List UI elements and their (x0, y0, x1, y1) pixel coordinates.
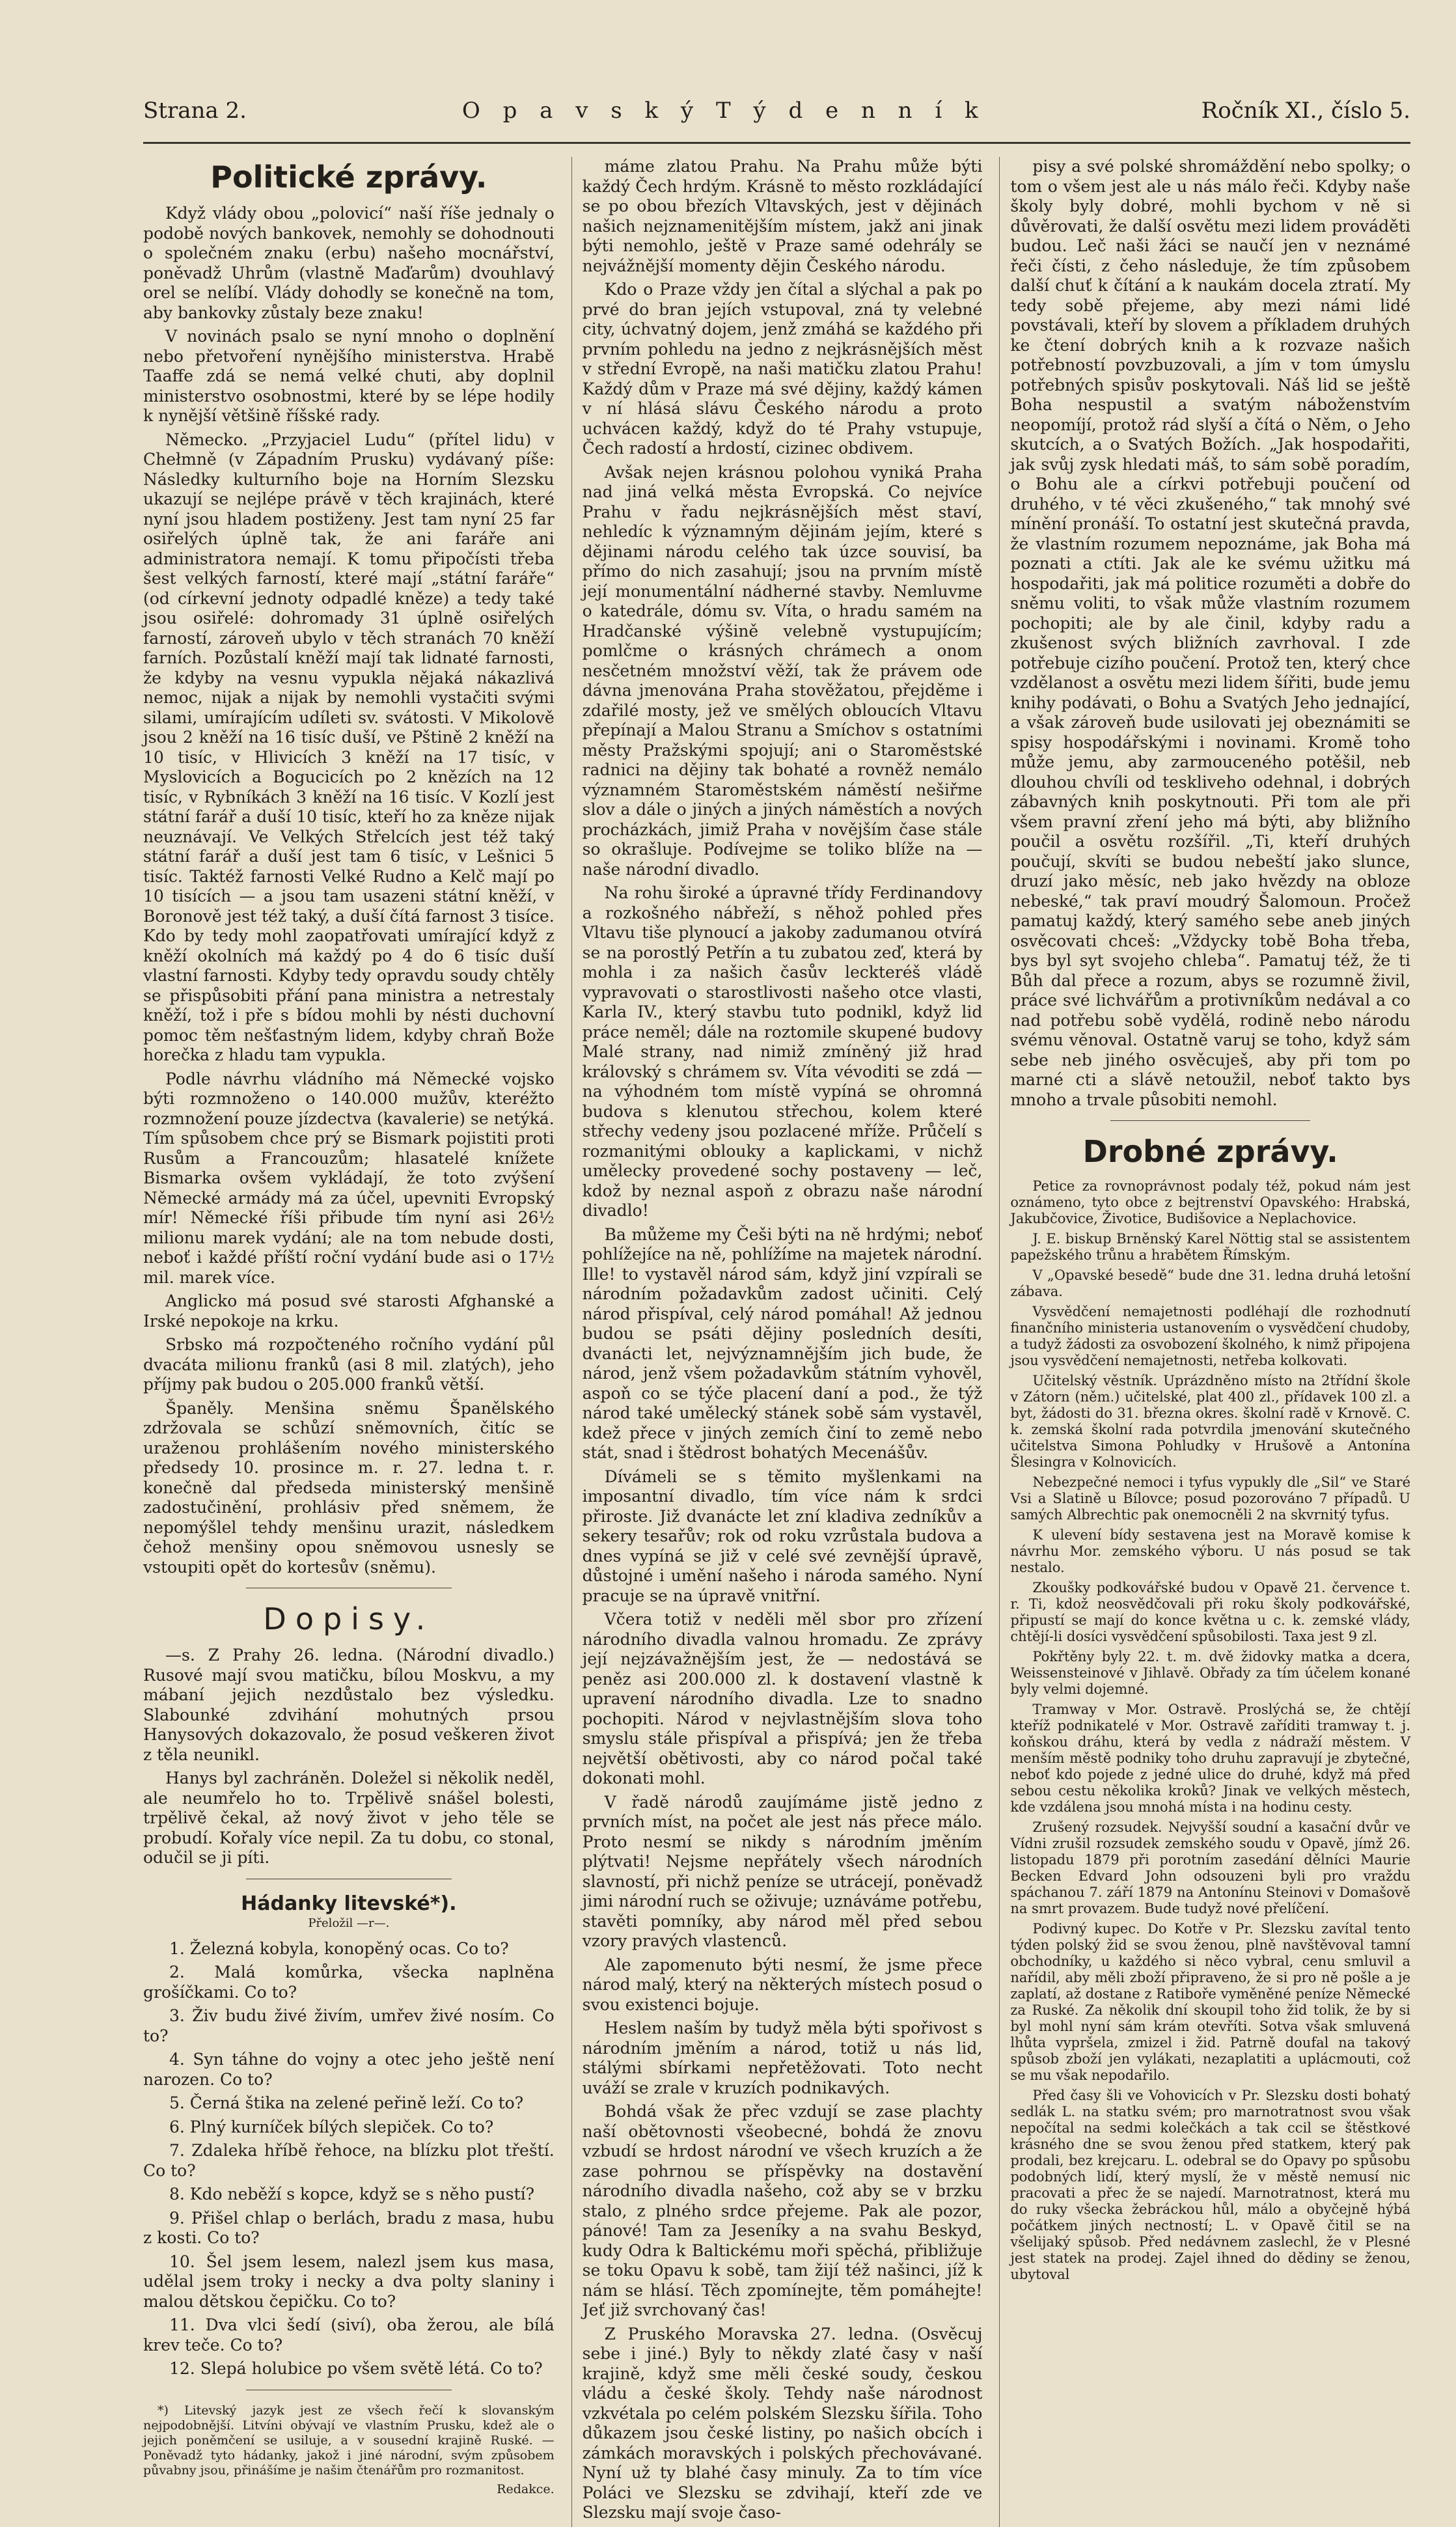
riddle: 12. Slepá holubice po všem světě létá. Co to? (169, 2359, 543, 2378)
columns (143, 157, 1410, 2522)
article-paragraph: Včera totiž v neděli měl sbor pro zřízení národního divadla valnou hromadu. Ze zprávy její nejzávažnějším jest, že — nedostává se peněz asi 200.000 zl. k dostavení vlastně k upravení národního divadla. Lze to snadno pochopiti. Národ v nejvlastnějším slova toho smyslu stále přispíval a přispívá; jen že třeba největší obětivosti, aby co národ počal také dokonati mohl. (582, 1610, 983, 1788)
divider (1110, 1120, 1310, 1121)
translator-credit: Přeložil —r—. (308, 1916, 390, 1930)
news-list (1010, 1178, 1410, 2283)
article-paragraph: Avšak nejen krásnou polohou vyniká Praha nad jiná velká města Evropská. Co nejvíce Prahu v řadu nejkrásnějších měst staví, nehledíc k významným dějinám jejím, které s dějinami národu celého tak úzce souvisí, ba přímo do nich zasahují; jsou na prvním místě její monumentální nádherné stavby. Nemluvme o katedrále, dómu sv. Víta, o hradu samém na Hradčanské výšině velebně vystupujícím; pomlčme o krásných chrámech a onom nesčetném množství věží, tak že právem ode dávna jmenována Praha stověžatou, přejděme i zdařilé mosty, jež ve smělých obloucích Vltavu přepínají a Malou Stranu a Smíchov s ostatními městy Pražskými spojují; ani o Staroměstské radnici na dějiny tak bohaté a rovněž nemálo významném Staroměstském náměstí nešiřme slov a dále o jiných a jiných náměstích a nových procházkách, jimiž Praha v novějším čase stále so okrašluje. Podívejme se toliko blíže na — naše národní divadlo. (582, 462, 983, 879)
riddle: 7. Zdaleka hříbě řehoce, na blízku plot třeští. Co to? (143, 2141, 555, 2180)
news-item: Nebezpečné nemoci i tyfus vypukly dle „Sil“ ve Staré Vsi a Slatině u Bílovce; posud pozorováno 7 případů. U samých Albrechtic pak onemocněli 2 na skvrnitý tyfus. (1010, 1474, 1410, 1523)
politics-paragraph: Podle návrhu vládního má Německé vojsko býti rozmnoženo o 140.000 mužův, kteréžto rozmnožení pouze jízdectva (kavalerie) se netýká. Tím spůsobem chce prý se Bismark pojistiti proti Rusům a Francouzům; hlasatelé knížete Bismarka ovšem vykládají, že toto zvýšení Německé armády má za účel, upevniti Evropský mír! Německé říši přibude tím nyní asi 26½ milionu marek vydání; ale na tom nebude dosti, neboť i každé příští roční vydání bude asi o 17½ mil. marek více. (143, 1069, 555, 1287)
news-item: Petice za rovnoprávnost podaly též, pokud nám jest oznámeno, tyto obce z bejtrenství Opavského: Hrabská, Jakubčovice, Životice, Budišovice a Neplachovice. (1010, 1178, 1410, 1226)
page-header (143, 98, 1410, 137)
column-left (143, 157, 555, 2527)
article-paragraph: Heslem naším by tudyž měla býti spořivost s národním jměním a národ, totiž u nás lid, stálými sbírkami nepřetěžovati. Toto necht uváží se zrale v kruzích podnikavých. (582, 2019, 983, 2097)
news-item: V „Opavské besedě“ bude dne 31. ledna druhá letošní zábava. (1010, 1267, 1410, 1299)
politics-paragraph: Anglicko má posud své starosti Afghanské a Irské nepokoje na krku. (143, 1291, 555, 1331)
politics-paragraph: Španěly. Menšina sněmu Španělského zdržovala se schůzí sněmovních, čitíc se uraženou prohlášením nového ministerského předsedy 10. prosince m. r. 27. ledna t. r. konečně dal předseda ministerský menšině zadostučinění, prohlásiv před sněmem, že nepomýšlel tehdy menšinu urazit, následkem čehož menšiny opou sněmovou usnesly se vstoupiti opět do kortesův (sněmu). (143, 1398, 555, 1577)
riddle: 9. Přišel chlap o berlách, bradu z masa, hubu z kosti. Co to? (143, 2208, 555, 2247)
news-item: K ulevení bídy sestavena jest na Moravě komise k návrhu Mor. zemského výboru. U nás posud se tak nestalo. (1010, 1527, 1410, 1575)
article-paragraph: V řadě národů zaujímáme jistě jedno z prvních míst, na počet ale jest nás přece málo. Proto nesmí se nikdy s národním jměním plýtvati! Nejsme nepřátely všech národních slavností, při nichž peníze se utrácejí, poněvadž jimi národní ruch se oživuje; uznáváme potřebu, stavěti pomníky, aby národ měl před sebou vzory pravých vlastenců. (582, 1792, 983, 1950)
signature: Redakce. (497, 2481, 555, 2496)
header-rule (143, 142, 1410, 144)
article-paragraph: Bohdá však že přec vzdují se zase plachty naší obětovnosti všeobecné, bohdá že znovu vzbudí se hrdost národní ve všech kruzích a že zase pohrnou se příspěvky na dostavění národního divadla našeho, což aby se v brzku stalo, z plného srdce přejeme. Pak ale pozor, pánové! Tam za Jeseníky a na svahu Beskyd, kudy Odra k Baltickému moři spěchá, přibližuje se toku Opavu k sobě, tam žijí též našinci, jíž k nám se hlásí. Těch zpomínejte, těm pomáhejte! Jeť již svrchovaný čas! (582, 2102, 983, 2319)
news-item: J. E. biskup Brněnský Karel Nöttig stal se assistentem papežského trůnu a hrabětem Římským. (1010, 1231, 1410, 1263)
riddle: 4. Syn táhne do vojny a otec jeho ještě není narozen. Co to? (143, 2050, 555, 2089)
riddle: 11. Dva vlci šedí (siví), oba žerou, ale bílá krev teče. Co to? (143, 2315, 555, 2354)
news-item: Pokřtěny byly 22. t. m. dvě židovky matka a dcera, Weissensteinové v Jihlavě. Obřady za tím účelem konané byly velmi dojemné. (1010, 1649, 1410, 1697)
article-paragraph: Z Pruského Moravska 27. ledna. (Osvěcuj sebe i jiné.) Byly to někdy zlaté časy v naší krajině, když sme měli české soudy, českou vládu a české školy. Tehdy naše národnost vzkvétala po celém polském Slezsku šířila. Toho důkazem jsou české listiny, po našich obcích i zámkách moravských i polských přechovávané. Nyní už ty blahé časy minuly. Za to tím více Poláci ve Slezsku se zdvihají, kteří zde ve Slezsku mají svoje časo- (582, 2324, 983, 2522)
column-right (999, 157, 1410, 2527)
riddle: 2. Malá komůrka, všecka naplněna grošíčkami. Co to? (143, 1963, 555, 2002)
politics-paragraph: V novinách psalo se nyní mnoho o doplnění nebo přetvoření nynějšího ministerstva. Hrabě Taaffe zdá se nemá velké chuti, aby doplnil ministerstvo osobnostmi, které by se lépe hodily k nynější většině říšské rady. (143, 327, 555, 425)
riddle: 1. Železná kobyla, konopěný ocas. Co to? (169, 1939, 509, 1958)
news-item: Před časy šli ve Vohovicích v Pr. Slezsku dosti bohatý sedlák L. na statku svém; pro marnotratnost svou však nepočítal na sedmi kolečkách a tak ccil se štěstkové krásného dne se svou ženou před statkem, který pak prodali, bez krejcaru. L. odebral se do Opavy po spůsobu podobných lidí, který myslí, že v městě nemusí nic pracovati a přec že se najedí. Marnotratnost, která mu do ruky všecka žebráckou hůl, málo a obyčejně hýbá počátkem jiných nectností; L. v Opavě čitil se na všelijaký spůsob. Před nedávnem zaslechl, že v Plesné jest statek na prodej. Zajel ihned do dědiny se ženou, ubytoval (1010, 2088, 1410, 2282)
riddle: 8. Kdo neběží s kopce, když se s něho pustí? (169, 2185, 535, 2203)
politics-paragraph: Německo. „Przyjaciel Ludu“ (přítel lidu) v Chełmně (v Západním Prusku) vydávaný píše: Následky kulturního boje na Horním Slezsku ukazují se nejlépe právě v těch krajinách, které nyní jsou hladem postiženy. Jest tam nyní 25 far osiřelých úplně tak, že ani faráře ani administratora nemají. K tomu připočísti třeba šest velkých farností, které mají „státní faráře“ (od církevní jednoty odpadlé kněze) a tedy také jsou osiřelé: dohromady 31 úplně osiřelých farností, zároveň ubylo v těch stranách 70 kněží farních. Pozůstalí kněží mají tak lidnaté farnosti, že kdyby na vesnu vypukla nějaká nákazlivá nemoc, nijak a nijak by nemohli vystačiti svými silami, umírajícím udíleti sv. svátosti. V Mikolově jsou 2 kněží na 16 tisíc duší, ve Pštině 2 kněží na 10 tisíc, v Hlivicích 3 kněží na 17 tisíc, v Myslovicích a Bogucicích po 2 knězích na 12 tisíc, v Rybníkách 3 kněží na 16 tisíc. V Kozlí jest státní farář a duší 10 tisíc, kteří ho za kněze nijak neuznávají. Ve Velkých Střelcích jest též taký státní farář a duší jest tam 6 tisíc, v Lešnici 5 tisíc. Taktéž farnosti Velké Rudno a Kelč mají po 10 tisících — a jsou tam usazeni státní kněží, v Boronově jest též taký, a duší čítá farnost 3 tisíce. Kdo by tedy mohl zaopatřovati umírající když z kněží okolních má každý po 4 do 6 tisíc duší vlastní farnosti. Kdyby tedy opravdu soudy chtěly se přispůsobiti přání pana ministra a netrestaly kněží, tož i pře s bídou mohli by nésti duchovní pomoc těm nešťastným lidem, kdyby chraň Bože horečka z hladu tam vypukla. (143, 430, 555, 1064)
article-paragraph: máme zlatou Prahu. Na Prahu může býti každý Čech hrdým. Krásně to město rozkládající se po obou březích Vltavských, jest v dějinách našich nejznamenitějším místem, jakž ani jinak býti nemohlo, ještě v Praze samé odehrály se nejvážnější momenty dějin Českého národu. (582, 157, 983, 275)
news-item: Vysvědčení nemajetnosti podléhají dle rozhodnutí finančního ministeria ustanovením o vysvědčení chudoby, a tudyž žádosti za osvobození školného, k nimž připojena jsou vysvědčení nemajetnosti, netřeba kolkovati. (1010, 1304, 1410, 1368)
riddle: 6. Plný kurníček bílých slepiček. Co to? (169, 2117, 494, 2136)
article-paragraph: Na rohu široké a úpravné třídy Ferdinandovy a rozkošného nábřeží, s něhož pohled přes Vltavu tiše plynoucí a jakoby zadumanou otvírá se na porostlý Petřín a tu zubatou zeď, která by mohla i za našich časův leckteréš vládě vypravovati o starostlivosti našeho otce vlasti, Karla IV., který stavbu tuto podnikl, když lid práce neměl; dále na roztomile skupené budovy Malé strany, nad nimiž zmíněný již hrad královský s chrámem sv. Víta vévoditi se zdá — na výhodném tom místě vypíná se ohromná budova s klenutou střechou, kolem které střechy vedeny jsou pozlacené mříže. Průčelí s rozmanitými oblouky a kaplickami, v nichž umělecky provedené sochy postaveny — leč, kdož by neznal aspoň z obrazu naše národní divadlo! (582, 883, 983, 1220)
footnote: *) Litevský jazyk jest ze všech řečí k slovanským nejpodobnější. Litvíni obývají ve vlastním Prusku, kdež ale o jejich poněmčení se usiluje, a v sousední krajině Ruské. — Poněvadž tyto hádanky, jakož i jiné národní, svým způsobem půvabny jsou, přinášíme je našim čtenářům pro rozmanitost. (143, 2403, 555, 2478)
issue-number: Ročník XI., číslo 5. (1201, 98, 1410, 124)
article-paragraph: Ba můžeme my Češi býti na ně hrdými; neboť pohlížejíce na ně, pohlížíme na majetek národní. Ille! to vystavěl národ sám, když jiní vzpírali se národním požadavkům zadost učiniti. Celý národ přispíval, celý národ pomáhal! Až jednou budou se psáti dějiny posledních desíti, dvanácti let, nejvýznamnějším jich bude, že národ, jenž všem požadavkům státním vyhověl, aspoň co se týče placení daní a pod., že týž národ také umělecký stánek sobě sám vystavěl, kdež přece v jiných zemích činí to země nebo stát, snad i štědrost bohatých Mecenášův. (582, 1224, 983, 1462)
section-heading-politics: Politické zprávy. (210, 159, 488, 195)
article-paragraph: Dívámeli se s těmito myšlenkami na imposantní divadlo, tím více nám k srdci přiroste. Již dvanácte let zní kladiva zedníkův a sekery tesařův; rok od roku vzrůstala budova a dnes vypíná se již v celé své zevnější úpravě, důstojné i umění našeho i národa samého. Nyní pracuje se na úpravě vnitřní. (582, 1467, 983, 1605)
news-item: Učitelský věstník. Uprázdněno místo na 2třídní škole v Zátorn (něm.) učitelské, plat 400 zl., přídavek 100 zl. a byt, žádosti do 31. března okres. školní radě v Krnově. C. k. zemská školní rada potvrdila jmenování skutečného učitelstva Simona Pohludky v Hrušově a Antonína Šlesingra v Kolnovicích. (1010, 1373, 1410, 1470)
news-item: Tramway v Mor. Ostravě. Proslýchá se, že chtějí kteříž podnikatelé v Mor. Ostravě zaříditi tramway t. j. koňskou dráhu, která by vedla z nádraží městem. V menším městě podniky toho druhu zapravují je zbytečné, neboť kdo pojede z jedné ulice do druhé, když má před sebou cestu několika kroků? Jinak ve velkých městech, kde vzdálena jsou mnohá místa i na hodinu cesty. (1010, 1702, 1410, 1815)
riddle: 5. Černá štika na zelené peřině leží. Co to? (169, 2093, 524, 2112)
letters-paragraph: Hanys byl zachráněn. Doležel si několik neděl, ale neumřelo ho to. Trpělivě snášel bolesti, trpělivě čekal, až nový život v jeho těle se probudí. Kořaly více nepil. Za tu dobu, co stonal, odučil se ji píti. (143, 1769, 555, 1867)
news-item: Zrušený rozsudek. Nejvyšší soudní a kasační dvůr ve Vídni zrušil rozsudek zemského soudu v Opavě, jímž 26. listopadu 1879 při porotním zasedání dělníci Maurie Becken Edvard John odsouzeni byli pro vraždu spáchanou 7. září 1879 na Antonínu Steinovi v Domašově na smrt provazem. Bude tudyž nové přelíčení. (1010, 1819, 1410, 1916)
section-heading-letters: Dopisy. (263, 1601, 435, 1636)
politics-paragraph: Když vlády obou „polovicí“ naší říše jednaly o podobě nových bankovek, nemohly se dohodnouti o společném znaku (erbu) našeho mocnářství, poněvadž Uhrům (vlastně Maďarům) dvouhlavý orel se nelíbí. Vlády dohodly se konečně na tom, aby bankovky zůstaly beze znaku! (143, 204, 555, 322)
section-heading-riddles: Hádanky litevské*). (241, 1892, 457, 1915)
article-paragraph: Kdo o Praze vždy jen čítal a slýchal a pak po prvé do bran jejích vstupoval, zná ty velebné city, úchvatný dojem, jenž zmáhá se každého při prvním pohledu na jedno z nejkrásnějších měst v střední Evropě, na naši matičku zlatou Prahu! Každý dům v Praze má své dějiny, každý kámen v ní hlásá slávu Českého národu a proto uchvácen každý, když do té Prahy vstupuje, Čech radostí a hrdostí, cizinec obdivem. (582, 280, 983, 458)
riddle: 10. Šel jsem lesem, nalezl jsem kus masa, udělal jsem troky i necky a dva polty slaniny i malou dětskou čepičku. Co to? (143, 2252, 555, 2311)
letters-paragraph: —s. Z Prahy 26. ledna. (Národní divadlo.) Rusové mají svou matičku, bílou Moskvu, a my mábaní jejich nezdůstalo bez výsledku. Slabounké zdvihání mohutných prsou Hanysových dokazovalo, že posud veškeren život z těla neunikl. (143, 1646, 555, 1764)
column-middle (571, 157, 983, 2527)
riddle: 3. Živ budu živé živím, umřev živé nosím. Co to? (143, 2006, 555, 2045)
section-heading-short-news: Drobné zprávy. (1082, 1134, 1338, 1169)
page-number: Strana 2. (143, 98, 247, 124)
article-paragraph: pisy a své polské shromáždění nebo spolky; o tom o všem jest ale u nás málo řeči. Kdyby naše školy byly dobré, mohli bychom v ně si důvěrovati, že další osvětu mezi lidem prováděti budou. Leč naši žáci se naučí jen v neznámé řeči čísti, z čeho následuje, že tím způsobem další chuť k čítání a k naukám docela ztratí. My tedy sobě přejeme, aby mezi námi lidé povstávali, kteří by slovem a příkladem druhých ke čtení dobrých knih a k rozvaze našich potřebností povzbuzovali, a jím v tom úmyslu potřebných spisův poskytovali. Náš lid se ještě Boha nespustil a svatým náboženstvím neopomíjí, protož rád slyší a čítá o Něm, o Jeho skutcích, a o Svatých Božích. „Jak hospodařiti, jak svůj zysk hledati máš, to sám sobě poradím, o Bohu ale a církvi potřebuji poučení od druhého, v té věci zkušeného,“ tak mnohý své mínění pronáší. To ostatní jest skutečná pravda, že vlastním rozumem nepoznáme, jak Boha má poznati a ctíti. Jak ale ke svému užitku má hospodařiti, jak má politice rozuměti a dobře do sněmu voliti, to však může vlastním rozumem pochopiti; ale by ale činil, kdyby radu a zkušenost svých bližních zavrhoval. I zde potřebuje cizího poučení. Protož ten, který chce vzdělanost a osvětu mezi lidem šířiti, bude jemu knihy podávati, o Bohu a Svatých Jeho jednající, a však zároveň bude usilovati jej obeznámiti se spisy hospodářskými i novinami. Kromě toho může jemu, aby zarmouceného potěšil, neb dlouhou chvíli od teskliveho odehnal, i dobrých zábavných knih poskytnouti. Při tom ale při všem pravní zření jeho má býti, aby bližního poučil a osvětu rozšířil. „Ti, kteří druhých poučují, skvíti se budou nebeští jako slunce, druzí jako měsíc, neb jako hvězdy na obloze nebeské,“ tak praví moudrý Šalomoun. Pročež pamatuj každý, který samého sebe aneb jiných osvěcovati chceš: „Vždycky tobě Boha třeba, bys byl syt svojeho chleba“. Pamatuj též, že ti Bůh dal přece a rozum, abys se rozumně živil, práce své lichvářům a protivníkům nedával a co nad potřebu sobě vydělá, rodině nebo národu svému věnoval. Ostatně varuj se toho, když sám sebe neb jiného osvěcuješ, aby při tom po marné cti a slávě netoužil, neboť takto bys mnoho a trvale působiti nemohl. (1010, 157, 1410, 1109)
news-item: Zkoušky podkovářské budou v Opavě 21. července t. r. Ti, kdož neosvědčovali při roku školy podkovářské, připustí se mají do konce května u c. k. zemské vlády, chtějí-li dosíci vysvědčení spůsobilosti. Taxa jest 9 zl. (1010, 1580, 1410, 1644)
riddle-list (143, 1939, 555, 2379)
newspaper-title: O p a v s k ý T ý d e n n í k (461, 98, 986, 124)
article-paragraph: Ale zapomenuto býti nesmí, že jsme přece národ malý, který na některých místech posud o svou existenci bojuje. (582, 1955, 983, 2014)
politics-paragraph: Srbsko má rozpočteného ročního vydání půl dvacáta milionu franků (asi 8 mil. zlatých), jeho příjmy pak budou o 205.000 franků větší. (143, 1335, 555, 1394)
news-item: Podivný kupec. Do Kotře v Pr. Slezsku zavítal tento týden polský žid se svou ženou, plně navštěvoval tamní obchodníky, u každého si něco vybral, cenu smluvil a nařídil, aby měli zboží připraveno, že si pro ně pošle a je zaplatí, až dostane z Ratiboře vyměněné peníze Německé za Ruské. Za několik dní skoupil toho žid tolik, že by si byl mohl nyní sám krám otevříti. Sotva však smluvená lhůta vypršela, zmizel i žid. Patrně doufal na takový spůsob zboží jen vylákati, nezaplatiti a uplácmouti, což se mu však nepodařilo. (1010, 1921, 1410, 2083)
